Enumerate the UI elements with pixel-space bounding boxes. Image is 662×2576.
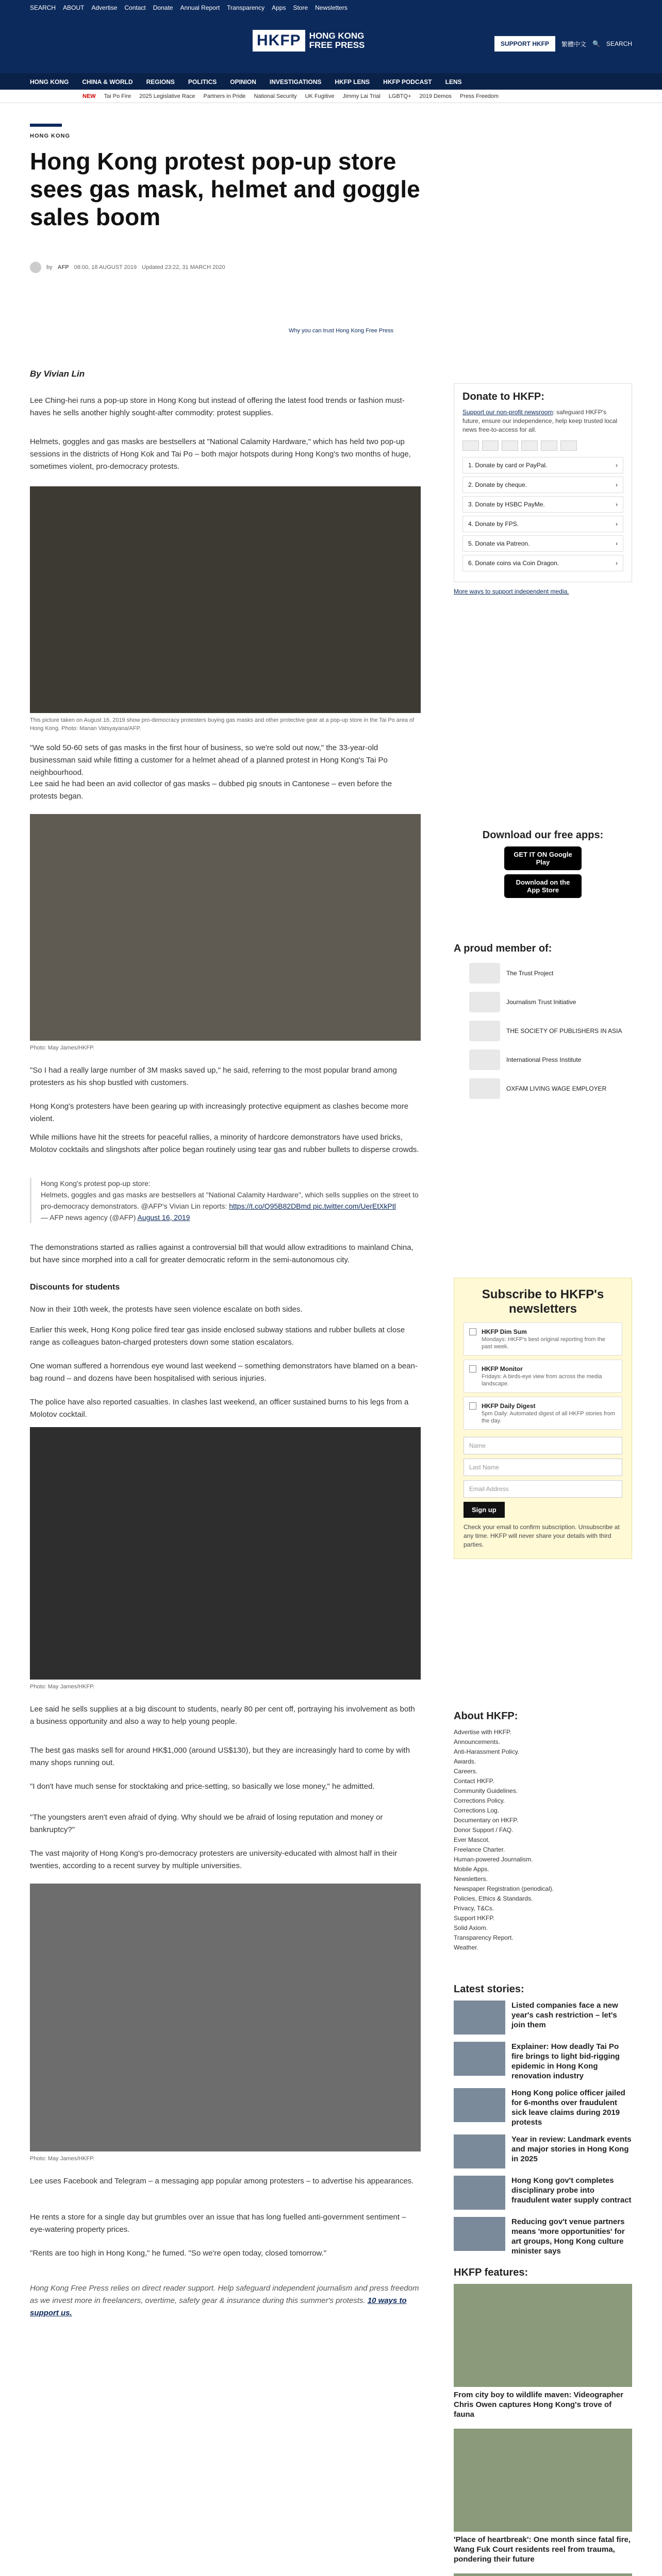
nav-item[interactable]: OPINION	[230, 78, 256, 86]
app-store-button[interactable]: Download on the App Store	[504, 874, 582, 898]
article-photo	[30, 1884, 421, 2151]
site-logo[interactable]	[253, 30, 365, 52]
donate-text: : safeguard HKFP's future, ensure our independence, help keep trusted local news free-to-access for all.	[462, 409, 618, 433]
features-box	[454, 2267, 632, 2576]
story-title: Hong Kong police officer jailed for 6-months over fraudulent sick leave claims during 2019 protests	[511, 2089, 625, 2127]
donate-link[interactable]: Support our non-profit newsroom	[462, 409, 553, 416]
about-link[interactable]: Newsletters.	[454, 1875, 488, 1883]
feature-title: 'Place of heartbreak': One month since fatal fire, Wang Fuk Court residents reel from trauma, pondering their future	[454, 2535, 631, 2564]
member-logo[interactable]	[469, 992, 632, 1012]
about-link[interactable]: Donor Support / FAQ.	[454, 1826, 514, 1834]
paragraph: While millions have hit the streets for peaceful rallies, a minority of hardcore demonstrators have used bricks, Molotov cocktails and slingshots after police began routinely using tear gas and rubber bullets to disperse crowds.	[30, 1133, 419, 1154]
donate-option[interactable]	[462, 496, 623, 513]
logo-mark: HKFP	[253, 30, 305, 52]
member-logo-icon	[469, 992, 500, 1012]
section-heading: Discounts for students	[30, 1283, 120, 1292]
article-title: Hong Kong protest pop-up store sees gas mask, helmet and goggle sales boom	[30, 148, 420, 230]
article-photo	[30, 814, 421, 1041]
paragraph: Now in their 10th week, the protests have seen violence escalate on both sides.	[30, 1305, 303, 1314]
article-photo	[30, 486, 421, 713]
checkbox[interactable]	[469, 1402, 476, 1410]
newsletter-name: HKFP Daily Digest	[482, 1402, 536, 1410]
donate-option-label: 6. Donate coins via Coin Dragon.	[468, 560, 559, 567]
trust-link[interactable]: Why you can trust Hong Kong Free Press	[289, 328, 393, 334]
donate-option-label: 2. Donate by cheque.	[468, 481, 527, 488]
newsletter-desc: Fridays: A birds-eye view from across the media landscape.	[482, 1374, 602, 1387]
nav-item[interactable]: POLITICS	[188, 78, 217, 86]
story-title: Year in review: Landmark events and major stories in Hong Kong in 2025	[511, 2135, 632, 2163]
donate-option[interactable]	[462, 477, 623, 493]
paragraph: Lee Ching-hei runs a pop-up store in Hong Kong but instead of offering the latest food trends or fashion must-haves he sells another highly sought-after commodity: protest supplies.	[30, 396, 405, 417]
about-box	[454, 1710, 632, 1953]
updated-date: Updated 23:22, 31 MARCH 2020	[142, 264, 225, 270]
trending-link[interactable]: Jimmy Lai Trial	[342, 93, 380, 99]
about-link[interactable]: Privacy, T&Cs.	[454, 1905, 494, 1912]
more-ways-link[interactable]: More ways to support independent media.	[454, 588, 569, 595]
about-link[interactable]: Ever Mascot.	[454, 1836, 490, 1843]
amex-icon	[502, 440, 518, 451]
photo-caption: Photo: May James/HKFP.	[30, 2156, 95, 2162]
member-logo[interactable]	[469, 1049, 632, 1070]
about-link[interactable]: Corrections Policy.	[454, 1797, 505, 1804]
top-link[interactable]: Newsletters	[315, 4, 347, 11]
newsletter-title: Subscribe to HKFP's newsletters	[482, 1287, 604, 1316]
member-logo[interactable]	[469, 1078, 632, 1099]
donate-option[interactable]	[462, 457, 623, 473]
main-nav	[0, 73, 662, 90]
donate-option-label: 3. Donate by HSBC PayMe.	[468, 501, 545, 508]
paragraph: Hong Kong's protesters have been gearing up with increasingly protective equipment as clashes become more violent.	[30, 1102, 409, 1123]
tweet-source: — AFP news agency (@AFP) August 16, 2019	[41, 1213, 190, 1222]
about-link[interactable]: Newspaper Registration (periodical).	[454, 1885, 554, 1892]
masthead-actions	[494, 36, 632, 52]
byline-agency[interactable]: AFP	[57, 264, 69, 270]
about-link[interactable]: Announcements.	[454, 1738, 501, 1745]
story-thumbnail	[454, 2176, 505, 2210]
story-title: Explainer: How deadly Tai Po fire brings to light bid-rigging epidemic in Hong Kong renovation industry	[511, 2042, 620, 2080]
top-link[interactable]: Donate	[153, 4, 173, 11]
newsletter-option[interactable]	[464, 1323, 622, 1355]
chevron-right-icon: ›	[616, 481, 618, 488]
latest-story[interactable]	[454, 2042, 632, 2081]
nav-item[interactable]: HKFP PODCAST	[383, 78, 432, 86]
avatar	[30, 262, 41, 273]
search-icon[interactable]: 🔍	[592, 40, 600, 47]
trending-link[interactable]: UK Fugitive	[305, 93, 335, 99]
latest-story[interactable]	[454, 2217, 632, 2256]
tweet-line: Hong Kong's protest pop-up store:	[41, 1179, 151, 1188]
story-title: Reducing gov't venue partners means 'more opportunities' for art groups, Hong Kong culture minister says	[511, 2217, 625, 2256]
newsletter-option[interactable]	[464, 1397, 622, 1430]
embedded-tweet	[30, 1178, 421, 1223]
apps-title: Download our free apps:	[482, 829, 604, 841]
newsletter-field[interactable]: Email Address	[464, 1480, 622, 1498]
trending-link[interactable]: 2025 Legislative Race	[139, 93, 195, 99]
apps-box	[454, 829, 632, 902]
about-link[interactable]: Community Guidelines.	[454, 1787, 518, 1794]
feature-thumbnail	[454, 2429, 632, 2532]
member-logo[interactable]	[469, 963, 632, 984]
paragraph: Helmets, goggles and gas masks are bestsellers at "National Calamity Hardware," which has held two pop-up sessions in the districts of Hong Kok and Tai Po – both major hotspots during Hong Kong's two months of huge, sometimes violent, pro-democracy protests.	[30, 437, 411, 471]
newsletter-note: Check your email to confirm subscription. Unsubscribe at any time. HKFP will never share your details with third parties.	[464, 1523, 620, 1548]
payment-logos	[462, 440, 623, 451]
paragraph: Lee said he sells supplies at a big discount to students, nearly 80 per cent off, portraying his involvement as both a business opportunity and also a way to help young people.	[30, 1705, 415, 1726]
mastercard-icon	[482, 440, 499, 451]
checkbox[interactable]	[469, 1365, 476, 1372]
photo-caption: Photo: May James/HKFP.	[30, 1684, 95, 1690]
chevron-right-icon: ›	[616, 540, 618, 547]
tweet-date-link[interactable]: August 16, 2019	[137, 1213, 190, 1222]
member-name: The Trust Project	[506, 970, 554, 977]
paragraph: "Rents are too high in Hong Kong," he fumed. "So we're open today, closed tomorrow."	[30, 2249, 327, 2258]
about-link[interactable]: Awards.	[454, 1758, 476, 1765]
features-title: HKFP features:	[454, 2267, 528, 2278]
checkbox[interactable]	[469, 1328, 476, 1335]
nav-item[interactable]: INVESTIGATIONS	[269, 78, 322, 86]
support-button[interactable]: SUPPORT HKFP	[494, 36, 555, 52]
nav-item[interactable]: REGIONS	[146, 78, 175, 86]
donate-option-label: 5. Donate via Patreon.	[468, 540, 530, 547]
member-logo[interactable]	[469, 1021, 632, 1041]
about-link[interactable]: Documentary on HKFP.	[454, 1817, 519, 1824]
logo-line2: FREE PRESS	[309, 40, 365, 50]
title-rule	[30, 124, 62, 127]
story-title: Listed companies face a new year's cash restriction – let's join them	[511, 2001, 618, 2029]
top-link[interactable]: Apps	[272, 4, 286, 11]
member-name: International Press Institute	[506, 1056, 582, 1063]
story-thumbnail	[454, 2001, 505, 2035]
trending-link[interactable]: LGBTQ+	[388, 93, 411, 99]
paragraph: The best gas masks sell for around HK$1,000 (around US$130), but they are increasingly hard to come by with many shops running out.	[30, 1746, 410, 1767]
donate-option[interactable]	[462, 535, 623, 552]
feature-story[interactable]	[454, 2429, 632, 2564]
about-link[interactable]: Human-powered Journalism.	[454, 1856, 533, 1863]
story-thumbnail	[454, 2042, 505, 2076]
donate-option-label: 1. Donate by card or PayPal.	[468, 462, 548, 469]
story-thumbnail	[454, 2217, 505, 2251]
chevron-right-icon: ›	[616, 520, 618, 528]
paragraph: "We sold 50-60 sets of gas masks in the first hour of business, so we're sold out now," the 33-year-old businessman said while fitting a customer for a helmet ahead of a planned protest in Hong Kong's Tai Po neighbourhood.	[30, 743, 388, 777]
nav-item[interactable]: LENS	[445, 78, 462, 86]
about-link[interactable]: Corrections Log.	[454, 1807, 500, 1814]
newsletter-field[interactable]: Name	[464, 1437, 622, 1454]
top-link[interactable]: Contact	[124, 4, 146, 11]
about-link[interactable]: Mobile Apps.	[454, 1866, 489, 1873]
feature-story[interactable]	[454, 2573, 632, 2576]
paragraph: Earlier this week, Hong Kong police fired tear gas inside enclosed subway stations and rubber bullets at close range as colleagues baton-charged protesters down some station escalators.	[30, 1326, 405, 1347]
photo-caption: Photo: May James/HKFP.	[30, 1045, 95, 1051]
about-link[interactable]: Anti-Harassment Policy.	[454, 1748, 520, 1755]
signup-button[interactable]: Sign up	[464, 1502, 505, 1518]
latest-story[interactable]	[454, 2088, 632, 2127]
author-line: By Vivian Lin	[30, 369, 85, 379]
paragraph: "I don't have much sense for stocktaking and price-setting, so basically we lose money," he admitted.	[30, 1782, 375, 1791]
publish-date: 08:00, 18 AUGUST 2019	[74, 264, 137, 270]
newsletter-desc: Mondays: HKFP's best original reporting from the past week.	[482, 1336, 605, 1350]
member-name: Journalism Trust Initiative	[506, 998, 576, 1006]
feature-thumbnail	[454, 2573, 632, 2576]
article-photo	[30, 1427, 421, 1680]
newsletter-desc: 5pm Daily: Automated digest of all HKFP stories from the day.	[482, 1411, 616, 1424]
new-badge: NEW	[82, 93, 96, 99]
chevron-right-icon: ›	[616, 560, 618, 567]
feature-story[interactable]	[454, 2284, 632, 2419]
member-logo-icon	[469, 1049, 500, 1070]
latest-title: Latest stories:	[454, 1984, 524, 1995]
paragraph: Lee said he had been an avid collector of gas masks – dubbed pig snouts in Cantonese – even before the protests began.	[30, 779, 392, 801]
donate-option[interactable]	[462, 555, 623, 571]
story-thumbnail	[454, 2134, 505, 2168]
paragraph: Lee uses Facebook and Telegram – a messaging app popular among protesters – to advertise his appearances.	[30, 2177, 414, 2185]
paragraph: He rents a store for a single day but grumbles over an issue that has long fuelled anti-government sentiment – eye-watering property prices.	[30, 2213, 406, 2234]
about-link[interactable]: Freelance Charter.	[454, 1846, 505, 1853]
tweet-text: Helmets, goggles and gas masks are bestsellers at "National Calamity Hardware", which sells supplies on the street to pro-democracy demonstrators. @AFP's Vivian Lin reports: https://t.co/Q95B82DBmd pic.twitter.com/UerEtXkPtl	[41, 1191, 419, 1210]
donate-title: Donate to HKFP:	[462, 391, 544, 402]
paragraph: The demonstrations started as rallies against a controversial bill that would allow extraditions to mainland China, but have since morphed into a call for greater democratic reform in the semi-autonomous city.	[30, 1243, 413, 1264]
paragraph: The vast majority of Hong Kong's pro-democracy protesters are university-educated with almost half in their twenties, according to a recent survey by multiple universities.	[30, 1849, 398, 1870]
member-name: OXFAM LIVING WAGE EMPLOYER	[506, 1085, 607, 1092]
masthead	[0, 15, 662, 73]
feature-thumbnail	[454, 2284, 632, 2387]
latest-box	[454, 1984, 632, 2263]
paragraph: The police have also reported casualties. In clashes last weekend, an officer sustained burns to his legs from a Molotov cocktail.	[30, 1398, 409, 1419]
top-link[interactable]: Transparency	[227, 4, 265, 11]
about-link[interactable]: Policies, Ethics & Standards.	[454, 1895, 533, 1902]
top-links	[30, 4, 347, 11]
members-box	[454, 943, 632, 1099]
top-link[interactable]: SEARCH	[30, 4, 56, 11]
latest-story[interactable]	[454, 2176, 632, 2210]
about-link[interactable]: Contact HKFP.	[454, 1777, 494, 1785]
newsletter-name: HKFP Dim Sum	[482, 1328, 527, 1335]
trending-link[interactable]: National Security	[254, 93, 297, 99]
trending-link[interactable]: 2019 Demos	[419, 93, 452, 99]
byline-by: by	[46, 264, 53, 270]
trending-bar	[0, 90, 662, 103]
tweet-link[interactable]: https://t.co/Q95B82DBmd pic.twitter.com/UerEtXkPtl	[229, 1202, 396, 1210]
chevron-right-icon: ›	[616, 501, 618, 508]
latest-story[interactable]	[454, 2001, 632, 2035]
support-link[interactable]: 10 ways to support us.	[30, 2296, 407, 2317]
newsletter-option[interactable]	[464, 1360, 622, 1393]
byline	[30, 262, 225, 273]
category-label[interactable]: HONG KONG	[30, 133, 71, 139]
about-link[interactable]: Solid Axiom.	[454, 1924, 488, 1931]
donate-option[interactable]	[462, 516, 623, 532]
logo-line1: HONG KONG	[309, 31, 365, 41]
support-note: Hong Kong Free Press relies on direct reader support. Help safeguard independent journalism and press freedom as we invest more in freelancers, overtime, safety gear & insurance during this summer's protests. 10 ways to support us.	[30, 2284, 419, 2317]
chevron-right-icon: ›	[616, 462, 618, 469]
top-link[interactable]: Store	[293, 4, 308, 11]
fps-icon	[560, 440, 577, 451]
trending-link[interactable]: Partners in Pride	[203, 93, 246, 99]
visa-icon	[462, 440, 479, 451]
search-link[interactable]: SEARCH	[606, 40, 632, 47]
paragraph: One woman suffered a horrendous eye wound last weekend – something demonstrators have blamed on a bean-bag round – and dozens have been hospitalised with serious injuries.	[30, 1362, 418, 1383]
newsletter-field[interactable]: Last Name	[464, 1459, 622, 1476]
members-title: A proud member of:	[454, 943, 552, 954]
top-utility-bar	[0, 0, 662, 15]
trending-link[interactable]: Press Freedom	[459, 93, 499, 99]
latest-story[interactable]	[454, 2134, 632, 2168]
payme-icon	[541, 440, 557, 451]
about-link[interactable]: Careers.	[454, 1768, 478, 1775]
google-play-button[interactable]: GET IT ON Google Play	[504, 846, 582, 870]
photo-caption: This picture taken on August 16, 2019 show pro-democracy protesters buying gas masks and other protective gear at a pop-up store in the Tai Po area of Hong Kong. Photo: Manan Vatsyayana/AFP.	[30, 717, 415, 732]
member-logo-icon	[469, 1078, 500, 1099]
paragraph: "The youngsters aren't even afraid of dying. Why should we be afraid of losing reputation and money or bankruptcy?"	[30, 1813, 383, 1834]
feature-title: From city boy to wildlife maven: Videographer Chris Owen captures Hong Kong's trove of fauna	[454, 2391, 623, 2419]
about-link[interactable]: Support HKFP.	[454, 1914, 495, 1922]
nav-item[interactable]: CHINA & WORLD	[82, 78, 133, 86]
top-link[interactable]: ABOUT	[63, 4, 85, 11]
story-title: Hong Kong gov't completes disciplinary probe into fraudulent water supply contract	[511, 2176, 632, 2205]
newsletter-box	[454, 1278, 632, 1559]
trending-link[interactable]: Tai Po Fire	[104, 93, 131, 99]
about-link[interactable]: Transparency Report.	[454, 1934, 514, 1941]
top-link[interactable]: Advertise	[91, 4, 118, 11]
donate-option-label: 4. Donate by FPS.	[468, 520, 519, 528]
top-link[interactable]: Annual Report	[180, 4, 220, 11]
member-logo-icon	[469, 1021, 500, 1041]
paypal-icon	[521, 440, 538, 451]
nav-item[interactable]: HKFP LENS	[335, 78, 370, 86]
language-link[interactable]: 繁體中文	[561, 40, 587, 48]
about-title: About HKFP:	[454, 1710, 518, 1722]
about-link[interactable]: Weather.	[454, 1944, 478, 1951]
about-link[interactable]: Advertise with HKFP.	[454, 1728, 511, 1736]
newsletter-name: HKFP Monitor	[482, 1365, 523, 1372]
donate-box	[454, 383, 632, 596]
member-logo-icon	[469, 963, 500, 984]
nav-item[interactable]: HONG KONG	[30, 78, 69, 86]
story-thumbnail	[454, 2088, 505, 2122]
member-name: THE SOCIETY OF PUBLISHERS IN ASIA	[506, 1027, 622, 1035]
paragraph: "So I had a really large number of 3M masks saved up," he said, referring to the most popular brand among protesters as his shop bustled with customers.	[30, 1066, 397, 1087]
